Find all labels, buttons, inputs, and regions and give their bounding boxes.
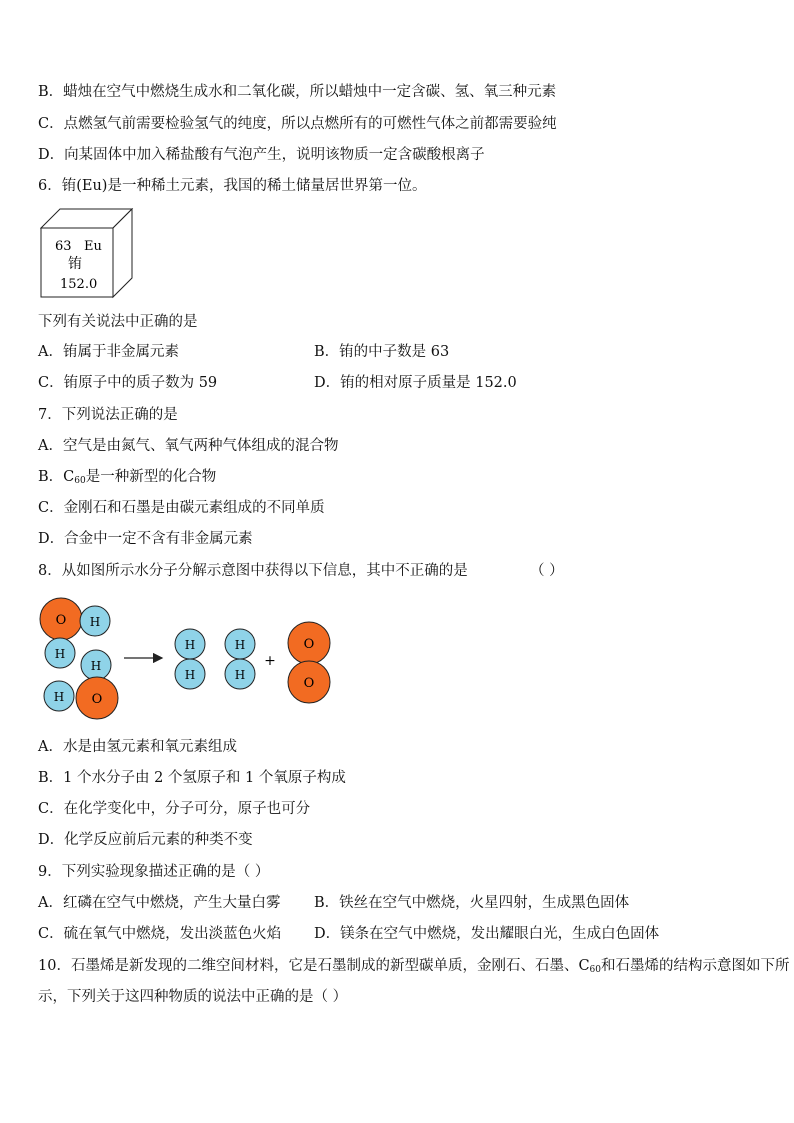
atom-h-label: H <box>53 690 65 704</box>
element-name: 铕 <box>68 256 82 272</box>
q10-stem-prefix: 10．石墨烯是新发现的二维空间材料，它是石墨制成的新型碳单质，金刚石、石墨、C <box>38 958 590 974</box>
product-oxygen-molecule <box>288 622 330 703</box>
q6-option-a: A．铕属于非金属元素 <box>38 344 179 360</box>
atom-h-label: H <box>184 668 196 682</box>
q10-stem-line2: 示，下列关于这四种物质的说法中正确的是（ ） <box>38 989 348 1005</box>
element-mass: 152.0 <box>60 277 98 292</box>
q8-answer-paren: （ ） <box>530 563 564 579</box>
q7-option-d: D．合金中一定不含有非金属元素 <box>38 531 253 547</box>
q8-option-a: A．水是由氢元素和氧元素组成 <box>38 739 237 755</box>
atom-o-label: O <box>55 613 67 628</box>
q9-option-a: A．红磷在空气中燃烧，产生大量白雾 <box>38 895 281 911</box>
atom-h-label: H <box>234 638 246 652</box>
q6-option-c: C．铕原子中的质子数为 59 <box>38 375 218 391</box>
q10-stem-suffix: 和石墨烯的结构示意图如下所 <box>601 958 790 974</box>
q9-option-b: B．铁丝在空气中燃烧，火星四射，生成黑色固体 <box>314 895 630 911</box>
atom-o-label: O <box>91 692 103 707</box>
q8-option-c: C．在化学变化中，分子可分，原子也可分 <box>38 801 311 817</box>
q9-stem: 9．下列实验现象描述正确的是（ ） <box>38 864 270 880</box>
element-number: 63 <box>55 239 72 254</box>
q7-option-b-prefix: B．C <box>38 469 75 485</box>
q10-stem-line1 <box>38 956 790 976</box>
q7-option-c: C．金刚石和石墨是由碳元素组成的不同单质 <box>38 500 325 516</box>
atom-h-label: H <box>54 647 66 661</box>
q7-option-b-suffix: 是一种新型的化合物 <box>85 469 217 485</box>
q7-option-b <box>38 467 216 487</box>
water-decomposition-diagram <box>38 595 348 727</box>
q7-option-a: A．空气是由氮气、氧气两种气体组成的混合物 <box>38 438 339 454</box>
q5-option-d: D．向某固体中加入稀盐酸有气泡产生，说明该物质一定含碳酸根离子 <box>38 147 485 163</box>
q10-stem-subscript: 60 <box>589 965 601 975</box>
q8-option-d: D．化学反应前后元素的种类不变 <box>38 832 253 848</box>
q5-option-b: B．蜡烛在空气中燃烧生成水和二氧化碳，所以蜡烛中一定含碳、氢、氧三种元素 <box>38 84 557 100</box>
atom-o-label: O <box>303 637 315 652</box>
plus-sign: + <box>264 653 276 669</box>
atom-h-label: H <box>90 659 102 673</box>
q8-option-b: B．1 个水分子由 2 个氢原子和 1 个氧原子构成 <box>38 770 346 786</box>
q6-option-d: D．铕的相对原子质量是 152.0 <box>314 375 517 391</box>
q6-option-b: B．铕的中子数是 63 <box>314 344 450 360</box>
element-card-europium <box>40 208 140 300</box>
q5-option-c: C．点燃氢气前需要检验氢气的纯度，所以点燃所有的可燃性气体之前都需要验纯 <box>38 116 557 132</box>
atom-h-label: H <box>234 668 246 682</box>
q9-option-d: D．镁条在空气中燃烧，发出耀眼白光，生成白色固体 <box>314 926 660 942</box>
q7-stem: 7．下列说法正确的是 <box>38 407 178 423</box>
reactant-water-molecules <box>40 598 118 719</box>
element-symbol: Eu <box>84 239 102 254</box>
atom-o-label: O <box>303 676 315 691</box>
atom-h-label: H <box>184 638 196 652</box>
q9-option-c: C．硫在氧气中燃烧，发出淡蓝色火焰 <box>38 926 282 942</box>
q6-prompt: 下列有关说法中正确的是 <box>38 314 198 330</box>
q8-stem: 8．从如图所示水分子分解示意图中获得以下信息，其中不正确的是 <box>38 563 468 579</box>
q7-option-b-subscript: 60 <box>74 476 86 486</box>
atom-h-label: H <box>89 615 101 629</box>
product-hydrogen-molecules <box>175 629 255 689</box>
q6-stem: 6．铕(Eu)是一种稀土元素，我国的稀土储量居世界第一位。 <box>38 178 427 194</box>
